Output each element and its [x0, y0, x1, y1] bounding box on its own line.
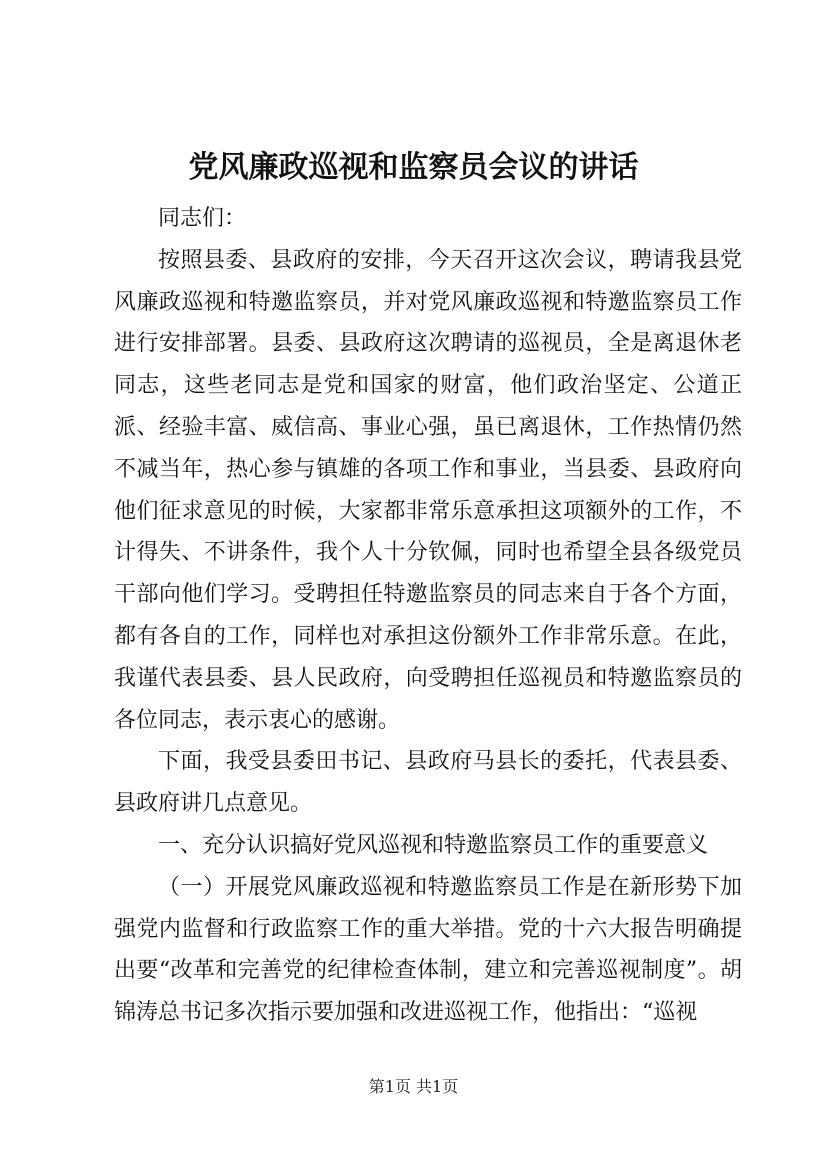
- paragraph-delegation: 下面，我受县委田书记、县政府马县长的委托，代表县委、县政府讲几点意见。: [114, 749, 742, 817]
- salutation: 同志们：: [158, 206, 247, 231]
- paragraph-opening: 按照县委、县政府的安排，今天召开这次会议，聘请我县党风廉政巡视和特邀监察员，并对党风廉政巡视和特邀监察员工作进行安排部署。县委、县政府这次聘请的巡视员，全是离退休老同志，这些老同志是党和国家的财富，他们政治坚定、公道正派、经验丰富、威信高、事业心强，虽已离退休，工作热情仍然不减当年，热心参与镇雄的各项工作和事业，当县委、县政府向他们征求意见的时候，大家都非常乐意承担这项额外的工作，不计得失、不讲条件，我个人十分钦佩，同时也希望全县各级党员干部向他们学习。受聘担任特邀监察员的同志来自于各个方面，都有各自的工作，同样也对承担这份额外工作非常乐意。在此，我谨代表县委、县人民政府，向受聘担任巡视员和特邀监察员的各位同志，表示衷心的感谢。: [114, 247, 742, 733]
- document-title: 党风廉政巡视和监察员会议的讲话: [188, 150, 639, 185]
- paragraph-subsection-one: （一）开展党风廉政巡视和特邀监察员工作是在新形势下加强党内监督和行政监察工作的重大举措。党的十六大报告明确提出要“改革和完善党的纪律检查体制，建立和完善巡视制度”。胡锦涛总书记多次指示要加强和改进巡视工作，他指出：“巡视: [114, 874, 742, 1026]
- section-heading-one: 一、充分认识搞好党风巡视和特邀监察员工作的重要意义: [158, 832, 709, 858]
- document-body: [114, 198, 742, 1034]
- page-footer: 第1页 共1页: [368, 1077, 459, 1096]
